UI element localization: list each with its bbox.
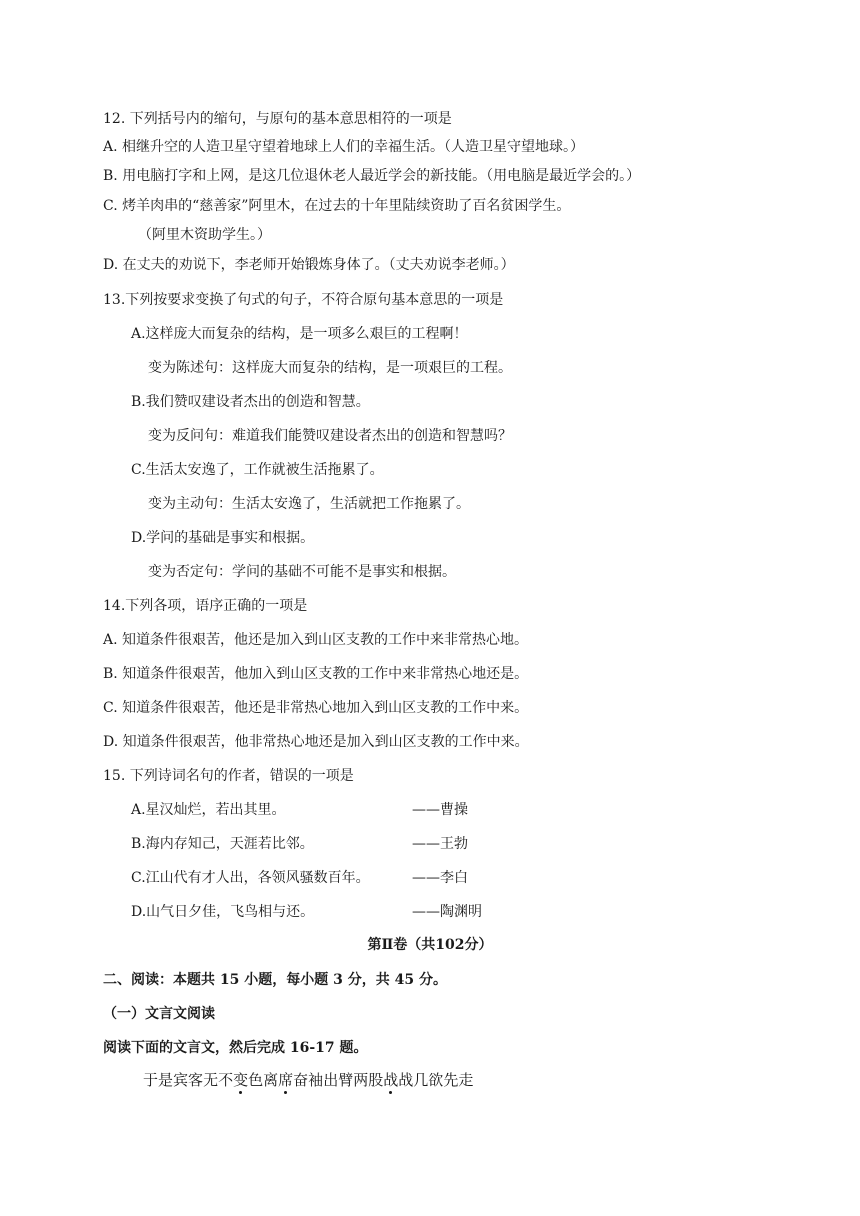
q14-option-b: B. 知道条件很艰苦，他加入到山区支教的工作中来非常热心地还是。 (103, 666, 529, 682)
reading-instruction: 阅读下面的文言文，然后完成 16-17 题。 (103, 1040, 368, 1056)
q13-stem: 13.下列按要求变换了句式的句子，不符合原句基本意思的一项是 (103, 292, 504, 308)
q13-option-a-transform: 变为陈述句：这样庞大而复杂的结构，是一项艰巨的工程。 (148, 360, 512, 376)
q15-option-b-author: ——王勃 (412, 836, 468, 852)
q12-option-a: A. 相继升空的人造卫星守望着地球上人们的幸福生活。（人造卫星守望地球。） (103, 139, 585, 155)
q12-option-b: B. 用电脑打字和上网，是这几位退休老人最近学会的新技能。（用电脑是最近学会的。） (103, 168, 641, 184)
q12-stem: 12. 下列括号内的缩句，与原句的基本意思相符的一项是 (103, 111, 452, 127)
q14-stem: 14.下列各项，语序正确的一项是 (103, 598, 308, 614)
q13-option-b-transform: 变为反问句：难道我们能赞叹建设者杰出的创造和智慧吗？ (148, 428, 512, 444)
q14-option-c: C. 知道条件很艰苦，他还是非常热心地加入到山区支教的工作中来。 (103, 700, 529, 716)
q14-option-d: D. 知道条件很艰苦，他非常热心地还是加入到山区支教的工作中来。 (103, 734, 529, 750)
q12-option-c-cont: （阿里木资助学生。） (138, 227, 271, 243)
q13-option-d-transform: 变为否定句：学问的基础不可能不是事实和根据。 (148, 564, 456, 580)
q13-option-c: C.生活太安逸了，工作就被生活拖累了。 (131, 462, 384, 478)
q15-stem: 15. 下列诗词名句的作者，错误的一项是 (103, 768, 354, 784)
classical-passage: 于是宾客无不变色离席奋袖出臂两股战战几欲先走 (143, 1071, 474, 1089)
subsection-classical-chinese: （一）文言文阅读 (103, 1006, 215, 1022)
q13-option-c-transform: 变为主动句：生活太安逸了，生活就把工作拖累了。 (148, 496, 470, 512)
section-reading-header: 二、阅读：本题共 15 小题，每小题 3 分，共 45 分。 (103, 972, 447, 988)
q15-option-a-author: ——曹操 (412, 802, 468, 818)
q15-option-c-author: ——李白 (412, 870, 468, 886)
q15-option-c: C.江山代有才人出，各领风骚数百年。 (131, 870, 370, 886)
q15-option-b: B.海内存知己，天涯若比邻。 (131, 836, 314, 852)
q12-option-d: D. 在丈夫的劝说下，李老师开始锻炼身体了。（丈夫劝说李老师。） (103, 257, 515, 273)
part2-title: 第Ⅱ卷（共102分） (367, 937, 493, 953)
q15-option-a: A.星汉灿烂，若出其里。 (131, 802, 286, 818)
q13-option-b: B.我们赞叹建设者杰出的创造和智慧。 (131, 394, 370, 410)
q12-option-c: C. 烤羊肉串的“慈善家”阿里木，在过去的十年里陆续资助了百名贫困学生。 (103, 198, 571, 214)
q15-option-d-author: ——陶渊明 (412, 904, 482, 920)
q14-option-a: A. 知道条件很艰苦，他还是加入到山区支教的工作中来非常热心地。 (103, 632, 529, 648)
q13-option-d: D.学问的基础是事实和根据。 (131, 530, 315, 546)
q15-option-d: D.山气日夕佳，飞鸟相与还。 (131, 904, 315, 920)
q13-option-a: A.这样庞大而复杂的结构，是一项多么艰巨的工程啊！ (131, 326, 468, 342)
